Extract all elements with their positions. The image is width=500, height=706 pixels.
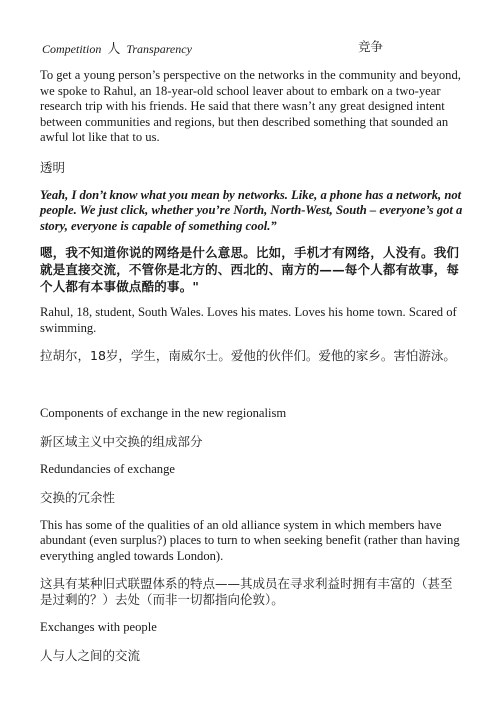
quote-english: Yeah, I don’t know what you mean by networks. Like, a phone has a network, not people. We just click, whether you’re North, North-West, South – everyone’s got a story, everyone is capable of something cool.” [40, 187, 463, 233]
attribution-chinese: 拉胡尔，18岁，学生，南威尔士。爱他的伙伴们。爱他的家乡。害怕游泳。 [40, 348, 456, 364]
people-heading-en: Exchanges with people [40, 620, 157, 635]
document-page [40, 36, 464, 664]
header-competition: Competition [42, 42, 102, 56]
intro-paragraph: To get a young person’s perspective on the networks in the community and beyond, we spoke to Rahul, an 18-year-old school leaver about to embark on a two-year research trip with his friends. He said that there wasn’t any great designed intent between communities and regions, but then described something that sounded an awful lot like that to us. [40, 68, 461, 145]
attribution-english: Rahul, 18, student, South Wales. Loves his mates. Loves his home town. Scared of swimming. [40, 305, 457, 335]
header-left [42, 38, 192, 57]
redundancies-heading-zh: 交换的冗余性 [40, 489, 116, 505]
alliance-paragraph-zh: 这具有某种旧式联盟体系的特点——其成员在寻求利益时拥有丰富的（甚至是过剩的？）去处（而非一切都指向伦敦）。 [40, 576, 453, 608]
components-heading-zh: 新区域主义中交换的组成部分 [40, 433, 203, 449]
header-transparency: Transparency [126, 42, 192, 56]
people-heading-zh: 人与人之间的交流 [40, 647, 141, 663]
quote-chinese: 嗯，我不知道你说的网络是什么意思。比如，手机才有网络，人没有。我们就是直接交流，不管你是北方的、西北的、南方的——每个人都有故事，每个人都有本事做点酷的事。" [40, 245, 460, 295]
heading-transparency-zh: 透明 [40, 159, 66, 175]
header-symbol: 人 [107, 42, 121, 57]
header-right: 竞争 [358, 39, 384, 54]
components-heading-en: Components of exchange in the new regionalism [40, 406, 287, 421]
redundancies-heading-en: Redundancies of exchange [40, 461, 175, 476]
running-header [40, 36, 464, 58]
alliance-paragraph-en: This has some of the qualities of an old alliance system in which members have abundant (even surplus?) places to turn to when seeking benefit (rather than having everything angled towards London). [40, 517, 460, 563]
